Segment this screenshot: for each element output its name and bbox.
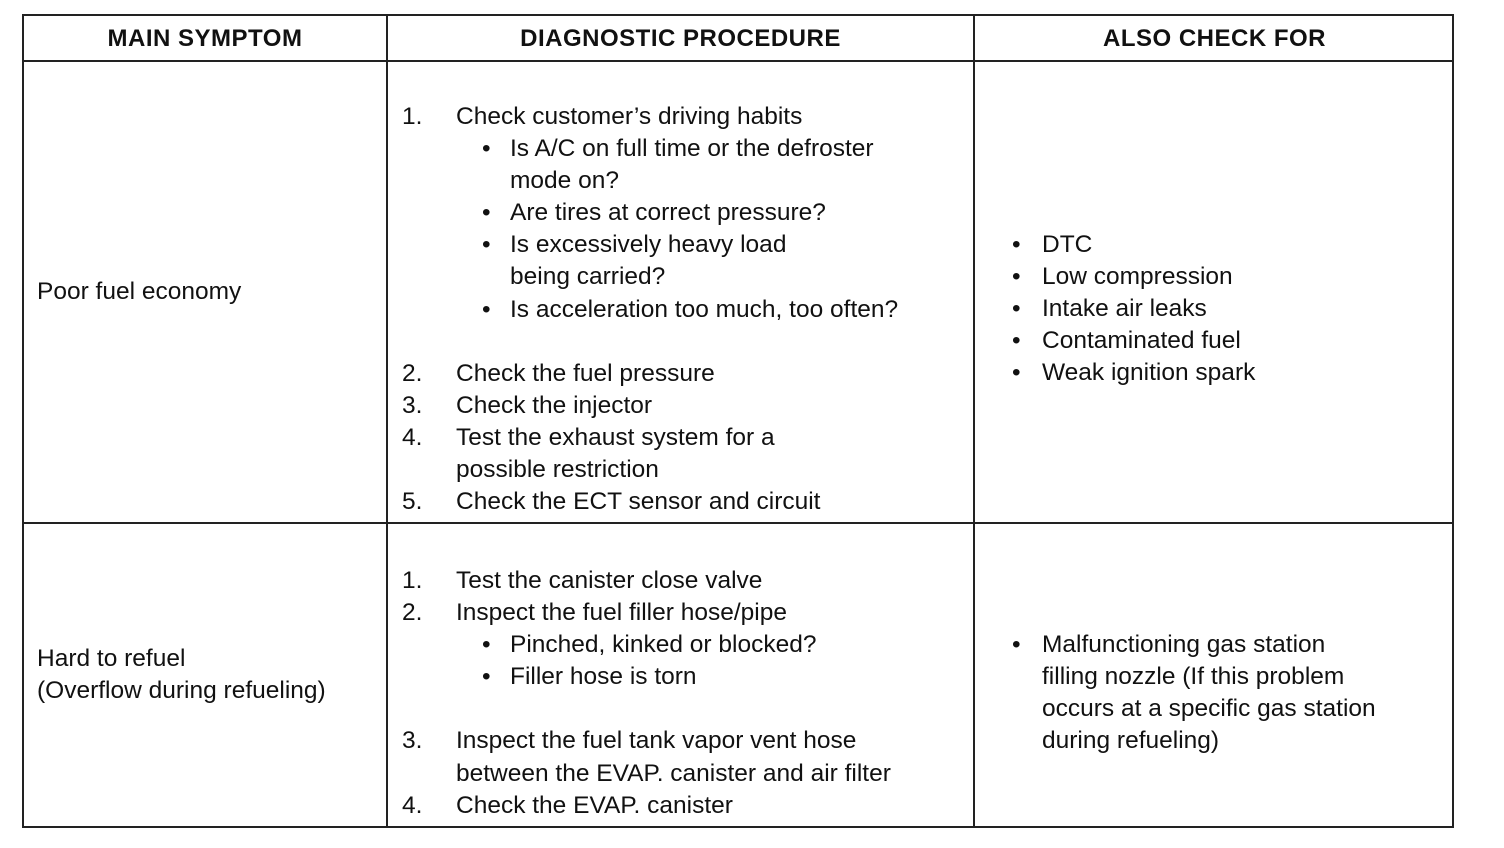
step-text: Test the canister close valve <box>456 567 763 594</box>
step-number: 4. <box>402 423 423 451</box>
procedure-step <box>402 358 962 390</box>
procedure-step <box>402 390 962 422</box>
symptom-cell <box>37 276 241 308</box>
check-item <box>1012 357 1442 389</box>
procedure-substep-continued <box>402 165 962 197</box>
substep-text: Pinched, kinked or blocked? <box>510 631 817 659</box>
bullet-icon: • <box>1012 231 1021 258</box>
bullet-icon: • <box>482 135 491 163</box>
check-item-text: Weak ignition spark <box>1042 359 1256 387</box>
procedure-step <box>402 422 962 454</box>
step-number: 1. <box>402 567 423 594</box>
procedure-step <box>402 597 962 629</box>
bullet-icon: • <box>1012 327 1021 355</box>
substep-text: Is A/C on full time or the defroster <box>510 135 874 163</box>
step-number: 3. <box>402 391 423 419</box>
procedure-cell <box>402 101 962 518</box>
substep-text: Is acceleration too much, too often? <box>510 295 899 323</box>
header-diagnostic-procedure: DIAGNOSTIC PROCEDURE <box>520 25 841 52</box>
procedure-substep <box>402 629 962 661</box>
step-number: 2. <box>402 599 423 627</box>
row-divider <box>24 522 1452 524</box>
column-divider <box>386 16 388 826</box>
procedure-substep <box>402 229 962 261</box>
check-item-text: DTC <box>1042 231 1093 258</box>
step-text: Check the fuel pressure <box>456 359 715 387</box>
substep-text: mode on? <box>510 167 619 195</box>
procedure-step <box>402 790 962 822</box>
procedure-step <box>402 565 962 597</box>
step-text: Inspect the fuel tank vapor vent hose <box>456 727 857 755</box>
check-item-text: Intake air leaks <box>1042 295 1207 323</box>
step-number: 4. <box>402 791 423 819</box>
check-item <box>1012 229 1442 261</box>
also-check-cell <box>1012 229 1442 389</box>
check-item-continued <box>1012 661 1442 693</box>
symptom-text: Poor fuel economy <box>37 278 242 305</box>
column-divider <box>973 16 975 826</box>
check-item <box>1012 293 1442 325</box>
check-item <box>1012 261 1442 293</box>
procedure-substep-continued <box>402 261 962 293</box>
check-item-text: Malfunctioning gas station <box>1042 631 1326 658</box>
procedure-step <box>402 725 962 757</box>
procedure-step <box>402 486 962 518</box>
also-check-cell <box>1012 629 1442 757</box>
step-text: Check the EVAP. canister <box>456 791 733 819</box>
step-number: 1. <box>402 103 423 130</box>
step-text: Check customer’s driving habits <box>456 103 803 130</box>
check-item-text: during refueling) <box>1042 727 1220 755</box>
substep-text: being carried? <box>510 263 666 291</box>
check-item-text: Low compression <box>1042 263 1233 291</box>
substep-text: Filler hose is torn <box>510 663 697 691</box>
step-text: possible restriction <box>456 456 659 484</box>
step-number: 5. <box>402 488 423 516</box>
bullet-icon: • <box>1012 359 1021 387</box>
bullet-icon: • <box>482 231 491 259</box>
symptom-text: (Overflow during refueling) <box>37 677 326 705</box>
step-text: between the EVAP. canister and air filter <box>456 759 891 787</box>
step-text: Test the exhaust system for a <box>456 423 775 451</box>
bullet-icon: • <box>482 631 491 659</box>
bullet-icon: • <box>482 295 491 323</box>
procedure-substep <box>402 661 962 693</box>
substep-text: Are tires at correct pressure? <box>510 199 826 227</box>
check-item-text: Contaminated fuel <box>1042 327 1241 355</box>
check-item-continued <box>1012 693 1442 725</box>
step-text: Inspect the fuel filler hose/pipe <box>456 599 787 627</box>
header-main-symptom: MAIN SYMPTOM <box>107 25 303 52</box>
procedure-cell <box>402 565 962 822</box>
symptom-cell <box>37 643 326 707</box>
step-text: Check the injector <box>456 391 653 419</box>
check-item-text: filling nozzle (If this problem <box>1042 663 1345 691</box>
step-text: Check the ECT sensor and circuit <box>456 488 821 516</box>
bullet-icon: • <box>482 663 491 691</box>
symptom-text: Hard to refuel <box>37 645 186 672</box>
procedure-step <box>402 101 962 133</box>
procedure-substep <box>402 133 962 165</box>
bullet-icon: • <box>1012 631 1021 658</box>
bullet-icon: • <box>482 199 491 227</box>
check-item-text: occurs at a specific gas station <box>1042 695 1376 723</box>
bullet-icon: • <box>1012 295 1021 323</box>
check-item-continued <box>1012 725 1442 757</box>
check-item <box>1012 629 1442 661</box>
header-also-check-for: ALSO CHECK FOR <box>1103 25 1326 52</box>
procedure-substep <box>402 294 962 326</box>
diagnostic-table <box>22 14 1454 828</box>
procedure-step-continued <box>402 758 962 790</box>
step-number: 3. <box>402 727 423 755</box>
procedure-substep <box>402 197 962 229</box>
bullet-icon: • <box>1012 263 1021 291</box>
step-number: 2. <box>402 359 423 387</box>
substep-text: Is excessively heavy load <box>510 231 787 259</box>
check-item <box>1012 325 1442 357</box>
procedure-step-continued <box>402 454 962 486</box>
